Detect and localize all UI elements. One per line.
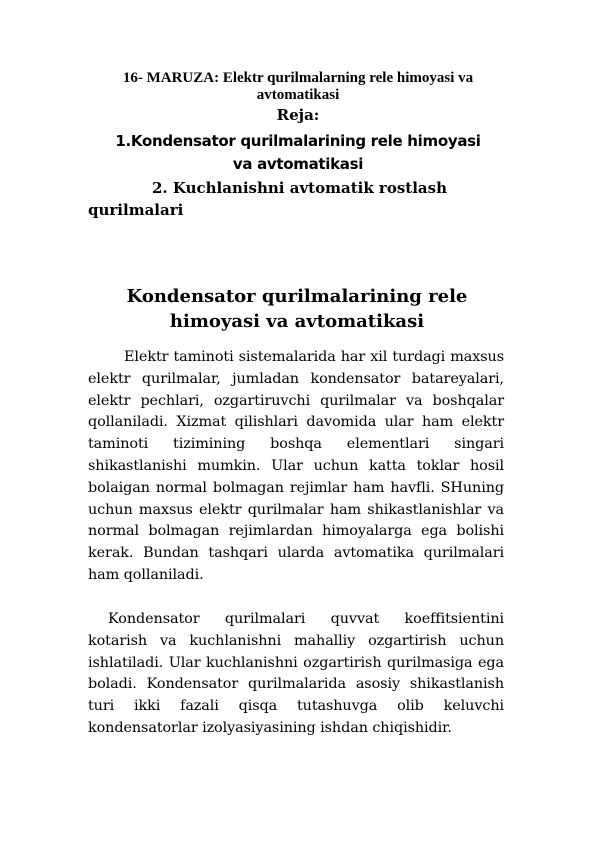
body-paragraph-1: Elektr taminoti sistemalarida har xil turdagi maxsus elektr qurilmalar, jumladan kondensator batareyalari, elektr pechlari, ozgartiruvchi qurilmalar va boshqalar qollaniladi. Xizmat qilishlari davomida ular ham elektr taminoti tizimining boshqa elementlari singari shikastlanishi mumkin. Ular uchun katta toklar hosil bolaigan normal bolmagan rejimlar ham havfli. SHuning uchun maxsus elektr qurilmalar ham shikastlanishlar va normal bolmagan rejimlardan himoyalarga ega bolishi kerak. Bundan tashqari ularda avtomatika qurilmalari ham qollaniladi. (88, 349, 504, 583)
section-heading: Kondensator qurilmalarining rele himoyasi va avtomatikasi (126, 286, 468, 332)
plan-heading: Reja: (276, 106, 320, 124)
body-paragraph-2: Kondensator qurilmalari quvvat koeffitsientini kotarish va kuchlanishni mahalliy ozgartirish uchun ishlatiladi. Ular kuchlanishni ozgartirish qurilmasiga ega boladi. Kondensator qurilmalarida asosiy shikastlanish turi ikki fazali qisqa tutashuvga olib keluvchi kondensatorlar izolyasiyasining ishdan chiqishidir. (88, 611, 504, 736)
plan-item-1: 1.Kondensator qurilmalarining rele himoyasi va avtomatikasi (115, 132, 481, 173)
lecture-title: 16- MARUZA: Elektr qurilmalarning rele himoyasi va avtomatikasi (122, 70, 474, 103)
plan-item-2: 2. Kuchlanishni avtomatik rostlash qurilmalari (88, 179, 447, 219)
